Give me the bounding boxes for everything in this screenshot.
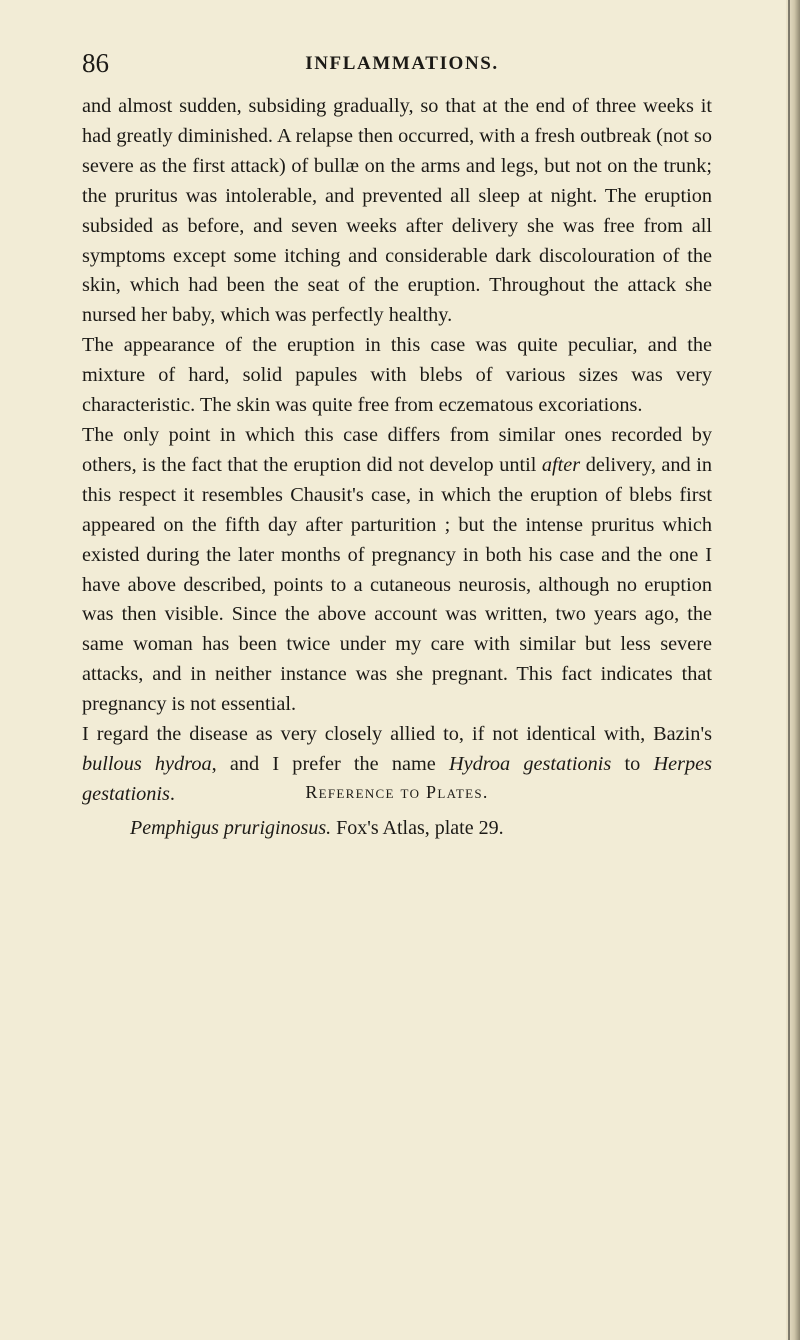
emphasis-hydroa-gestationis: Hydroa gestationis — [448, 752, 612, 775]
paragraph-1: and almost sudden, subsiding gradually, so that at the end of three weeks it had greatly diminished. A relapse then occurred, with a fresh outbreak (not so severe as the first attack) of bullæ on the arms and legs, but not on the trunk; the pruritus was intolerable, and prevented all sleep at night. The eruption subsided as before, and seven weeks after delivery she was free from all symptoms except some itching and considerable dark discolouration of the skin, which had been the seat of the eruption. Throughout the attack she nursed her baby, which was perfectly healthy. — [82, 95, 712, 327]
paragraph-3 — [82, 421, 712, 720]
emphasis-after: after — [541, 453, 581, 476]
blank-page-area — [0, 860, 780, 1340]
plates-atlas-ref: Fox's Atlas, plate 29. — [336, 817, 504, 839]
page-number: 86 — [82, 48, 109, 78]
paragraph-4-text-d: . — [169, 782, 175, 805]
plates-heading: Reference to Plates. — [305, 782, 489, 802]
paragraph-3-text-a: The only point in which this case differs from similar ones recorded by others, is the fact that the eruption did not develop until — [82, 423, 712, 476]
page-header — [82, 46, 722, 80]
body-text — [82, 92, 712, 810]
emphasis-herpes-gestationis: Herpes gestationis — [82, 752, 713, 805]
paragraph-2: The appearance of the eruption in this case was quite peculiar, and the mixture of hard, solid papules with blebs of various sizes was very characteristic. The skin was quite free from eczematous excoriations. — [82, 334, 712, 417]
emphasis-bullous-hydroa: bullous hydroa — [82, 752, 212, 775]
paragraph-4-text-a: I regard the disease as very closely allied to, if not identical with, Bazin's — [82, 723, 712, 746]
running-title: INFLAMMATIONS. — [305, 53, 499, 74]
plates-reference — [130, 814, 730, 842]
paragraph-4-text-c: to — [611, 752, 654, 775]
paragraph-3-text-b: delivery, and in this respect it resembles Chausit's case, in which the eruption of blebs first appeared on the fifth day after parturition ; but the intense pruritus which existed during the later months of pregnancy in both his case and the one I have above described, points to a cutaneous neurosis, although no eruption was then visible. Since the above account was written, two years ago, the same woman has been twice under my care with similar but less severe attacks, and in neither instance was she pregnant. This fact indicates that pregnancy is not essential. — [82, 453, 712, 716]
page-edge-line — [788, 0, 790, 1340]
plates-term: Pemphigus pruriginosus. — [130, 817, 332, 839]
paragraph-4-text-b: , and I prefer the name — [211, 752, 449, 775]
